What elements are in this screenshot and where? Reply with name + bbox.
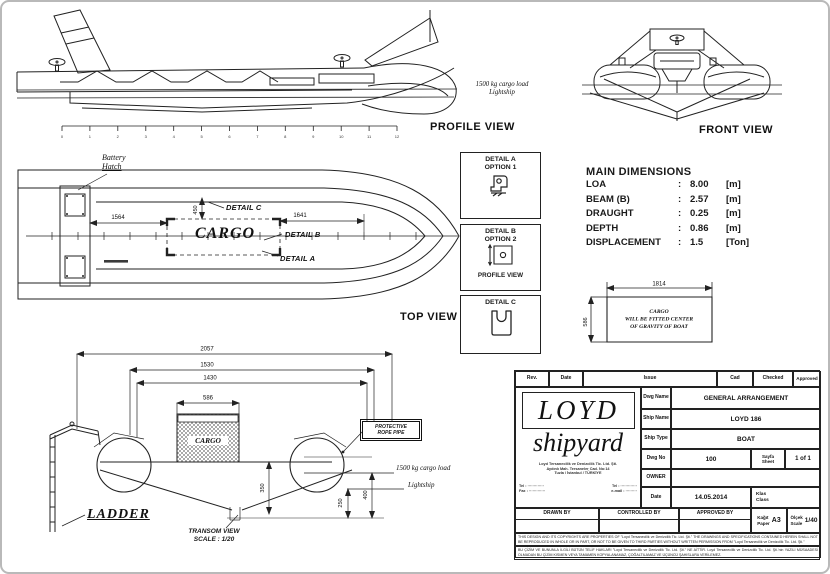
paper-cell: [751, 508, 787, 533]
detail-a-callout: DETAIL A: [280, 254, 316, 263]
contact-line: e-mail : ·········: [611, 488, 637, 493]
dim-unit: [m]: [726, 179, 741, 190]
detail-b-box: [460, 224, 541, 291]
titleblock-header-issue: Issue: [583, 371, 717, 387]
shipyard-address: [516, 462, 640, 476]
address-line2: Aydınlı Mah. Tersaneler Cad. No:14: [546, 466, 610, 471]
dim-label: DISPLACEMENT: [586, 237, 661, 248]
controlled-by-cell: [599, 508, 679, 533]
dim-250: 250: [338, 498, 344, 508]
profile-view-drawing: [12, 8, 457, 143]
svg-text:8: 8: [284, 134, 287, 139]
detail-b-subtitle: OPTION 2: [484, 235, 517, 243]
dim-label: DRAUGHT: [586, 208, 634, 219]
dim-label: BEAM (B): [586, 193, 630, 205]
address-line3: Tuzla / İstanbul / TÜRKİYE: [554, 471, 602, 476]
dim-unit: [Ton]: [726, 237, 750, 248]
detail-a-box: [460, 152, 541, 219]
left-tube-section: [97, 438, 151, 492]
shipyard-contact-right: [611, 484, 637, 493]
class-label-en: Class: [756, 497, 769, 503]
dim-label: DEPTH: [586, 222, 619, 234]
svg-text:7: 7: [256, 134, 259, 139]
detail-c-callout: DETAIL C: [226, 203, 262, 212]
profile-view-label: PROFILE VIEW: [430, 121, 515, 133]
waterline-note: [450, 81, 554, 97]
protective-rope-pipe-callout: [362, 421, 420, 439]
dim-586: 586: [202, 395, 214, 402]
scale-value: 1/40: [804, 517, 818, 524]
sheet-label: [751, 449, 785, 469]
transom-cargo-label: CARGO: [195, 436, 221, 445]
dimension-row-draught: [586, 207, 806, 222]
top-view-label: TOP VIEW: [400, 311, 458, 323]
titleblock-header-checked: Checked: [753, 371, 793, 387]
battery-hatch-line2: Hatch: [102, 162, 122, 171]
transom-waterline-lightship: Lightship: [408, 481, 435, 489]
windshield: [365, 18, 438, 66]
legal-notice-tr-cell: [515, 546, 821, 558]
detail-b-icon: [486, 244, 516, 268]
sheet-value: 1 of 1: [785, 449, 821, 469]
title-block: [514, 370, 820, 560]
paper-label-tr: Kağıt: [757, 515, 769, 520]
dim-value: 0.25: [690, 208, 709, 219]
dim-colon: :: [678, 222, 682, 234]
dwg-name-value: GENERAL ARRANGEMENT: [671, 387, 821, 409]
main-dimensions-table: [586, 166, 806, 251]
legal-notice-tr: BU ÇİZİM VE BUNUNLA İLGİLİ BÜTÜN TELİF HAKLARI "Loyd Tersanecilik ve Denizcilik Tic. Ltd. Şti." NE AİTTİR. Loyd Tersanecilik ve Denizcilik Tic. Ltd. Şti.'nin YAZILI MÜSAADESİ OLMADAN BU ÇİZİM KISMEN VEYA TAMAMEN KOPYALANAMAZ, ÇOĞALTILAMAZ VE ÜÇÜNCÜ ŞAHISLARA VERİLEMEZ.: [518, 548, 818, 557]
waterline-cargo-load-label: 1500 kg cargo load: [475, 81, 529, 88]
detail-b-callout: DETAIL B: [285, 230, 321, 239]
front-view-drawing: [582, 7, 782, 137]
dim-value: 0.86: [690, 222, 709, 234]
drawn-by-cell: [515, 508, 599, 533]
detail-c-title: DETAIL C: [485, 299, 516, 306]
battery-hatch-line1: Battery: [102, 153, 126, 162]
address-line1: Loyd Tersanecilik ve Denizcilik Tic. Ltd. Şti.: [538, 462, 618, 466]
ladder-label: LADDER: [87, 507, 150, 522]
dwg-name-label: Dwg Name: [641, 387, 671, 409]
legal-notice-en-cell: [515, 533, 821, 546]
scale-ruler-numbers: [61, 134, 400, 139]
dim-400: 400: [363, 490, 369, 500]
cargo-cg-note: [625, 309, 694, 330]
owner-label: OWNER: [641, 469, 671, 487]
cg-note-line1: CARGO: [649, 309, 669, 315]
top-view-cargo-label: CARGO: [194, 225, 256, 242]
dim-1814: 1814: [652, 281, 666, 288]
controlled-by-label: CONTROLLED BY: [600, 509, 678, 520]
transom-view-scale: SCALE : 1/20: [193, 535, 235, 543]
titleblock-header-approved: Approved: [793, 371, 821, 387]
ship-type-value: BOAT: [671, 429, 821, 449]
svg-text:11: 11: [367, 134, 372, 139]
dim-value: 1.5: [690, 237, 704, 248]
contact-line: Fax : ·············: [519, 488, 546, 493]
waterline-lightship-label: Lightship: [489, 89, 515, 96]
dim-value: 2.57: [690, 193, 709, 205]
sheet-label-tr: Sayfa: [761, 453, 774, 459]
ship-name-value: LOYD 186: [671, 409, 821, 429]
right-tube-section: [290, 438, 344, 492]
dim-350: 350: [260, 483, 266, 493]
main-dimensions-title: MAIN DIMENSIONS: [586, 166, 692, 178]
detail-a-subtitle: OPTION 1: [484, 163, 517, 171]
dim-1430: 1430: [203, 375, 217, 382]
dimension-row-loa: [586, 178, 806, 193]
scale-label-en: Scale: [790, 520, 803, 526]
owner-value: [671, 469, 821, 487]
svg-text:9: 9: [312, 134, 315, 139]
ship-type-label: Ship Type: [641, 429, 671, 449]
cleat-icon: [334, 55, 350, 68]
dim-unit: [m]: [726, 222, 741, 234]
dwg-no-value: 100: [671, 449, 751, 469]
dim-1641: 1641: [293, 213, 307, 219]
detail-a-icon: [486, 173, 516, 199]
titleblock-header-cad: Cad: [717, 371, 753, 387]
approved-by-cell: [679, 508, 751, 533]
svg-text:6: 6: [228, 134, 231, 139]
logo-loyd: LOYD: [537, 395, 620, 425]
cleat-icon: [670, 35, 684, 45]
class-label-tr: Klas: [756, 492, 767, 497]
legal-notice-en: THIS DESIGN AND ITS COPYRIGHTS ARE PROPERTIES OF "Loyd Tersanecilik ve Denizcilik Tic. Ltd. Şti." THE DRAWINGS AND SPECIFICATIONS CONTAINED HEREIN SHALL NOT BE REPRODUCED IN WHOLE OR IN PART, OR NOT TO BE GIVEN TO THIRD PARTIES WITHOUT WRITTEN PERMISSION FROM "Loyd Tersanecilik ve Denizcilik Tic. Ltd. Şti.": [518, 535, 818, 544]
rope-pipe-line2: ROPE PIPE: [377, 430, 405, 436]
svg-text:10: 10: [338, 134, 344, 139]
dim-450: 450: [193, 205, 199, 215]
detail-c-icon: [483, 309, 519, 339]
scale-label-tr: Ölçek: [790, 515, 803, 520]
detail-b-caption: PROFILE VIEW: [477, 272, 524, 279]
class-cell: [751, 487, 821, 508]
detail-c-box: [460, 295, 541, 354]
drawn-by-label: DRAWN BY: [516, 509, 598, 520]
date-value: 14.05.2014: [671, 487, 751, 508]
transom-waterline-cargo-load: 1500 kg cargo load: [396, 464, 451, 472]
dim-colon: :: [678, 208, 682, 219]
detail-b-title: DETAIL B: [485, 228, 516, 235]
flag: [54, 10, 110, 73]
dim-value: 8.00: [690, 179, 709, 190]
transom-view-label: [164, 528, 264, 543]
dim-1530: 1530: [200, 362, 214, 369]
front-view-label: FRONT VIEW: [699, 124, 774, 136]
dim-1564: 1564: [111, 215, 125, 221]
rope-pipe-line1: PROTECTIVE: [375, 424, 407, 430]
scale-ruler: [62, 126, 397, 131]
cg-note-line2: WILL BE FITTED CENTER: [624, 316, 694, 323]
svg-text:3: 3: [144, 134, 147, 139]
dim-586: 586: [583, 317, 589, 327]
dim-unit: [m]: [726, 208, 741, 219]
battery-hatch-label: [102, 153, 126, 171]
sheet-label-en: Sheet: [761, 459, 775, 464]
cg-note-line3: OF GRAVITY OF BOAT: [630, 324, 688, 330]
dimension-row-depth: [586, 222, 806, 237]
shipyard-contact-left: [519, 484, 545, 493]
dim-colon: :: [678, 179, 682, 190]
titleblock-header-date: Date: [549, 371, 583, 387]
svg-text:0: 0: [60, 134, 64, 139]
cleat-icon: [49, 59, 65, 72]
dimension-row-beam: [586, 193, 806, 208]
svg-text:5: 5: [200, 134, 203, 139]
paper-value: A3: [771, 517, 781, 524]
dimension-row-displacement: [586, 236, 806, 251]
dwg-no-label: Dwg No: [641, 449, 671, 469]
detail-a-title: DETAIL A: [485, 156, 516, 163]
illegible-note: [104, 260, 128, 263]
shipyard-logo-cell: [515, 387, 641, 508]
dim-2057: 2057: [200, 346, 214, 353]
approved-by-label: APPROVED BY: [680, 509, 750, 520]
svg-text:2: 2: [116, 134, 119, 139]
dim-label: LOA: [586, 179, 607, 190]
contact-line: Tel : ·············: [519, 484, 545, 488]
svg-text:1: 1: [88, 134, 92, 139]
svg-text:4: 4: [172, 134, 175, 139]
logo-shipyard: shipyard: [532, 428, 624, 457]
svg-text:12: 12: [394, 134, 400, 139]
transom-view-title: TRANSOM VIEW: [188, 528, 240, 535]
dim-colon: :: [678, 237, 682, 248]
dim-colon: :: [678, 193, 682, 205]
contact-line: Tel : ·············: [611, 484, 637, 488]
scale-cell: [787, 508, 821, 533]
dim-unit: [m]: [726, 193, 741, 205]
ship-name-label: Ship Name: [641, 409, 671, 429]
date-label: Date: [641, 487, 671, 508]
titleblock-header-rev: Rev.: [515, 371, 549, 387]
cargo-cg-diagram: [577, 278, 822, 368]
paper-label-en: Paper: [757, 520, 770, 526]
